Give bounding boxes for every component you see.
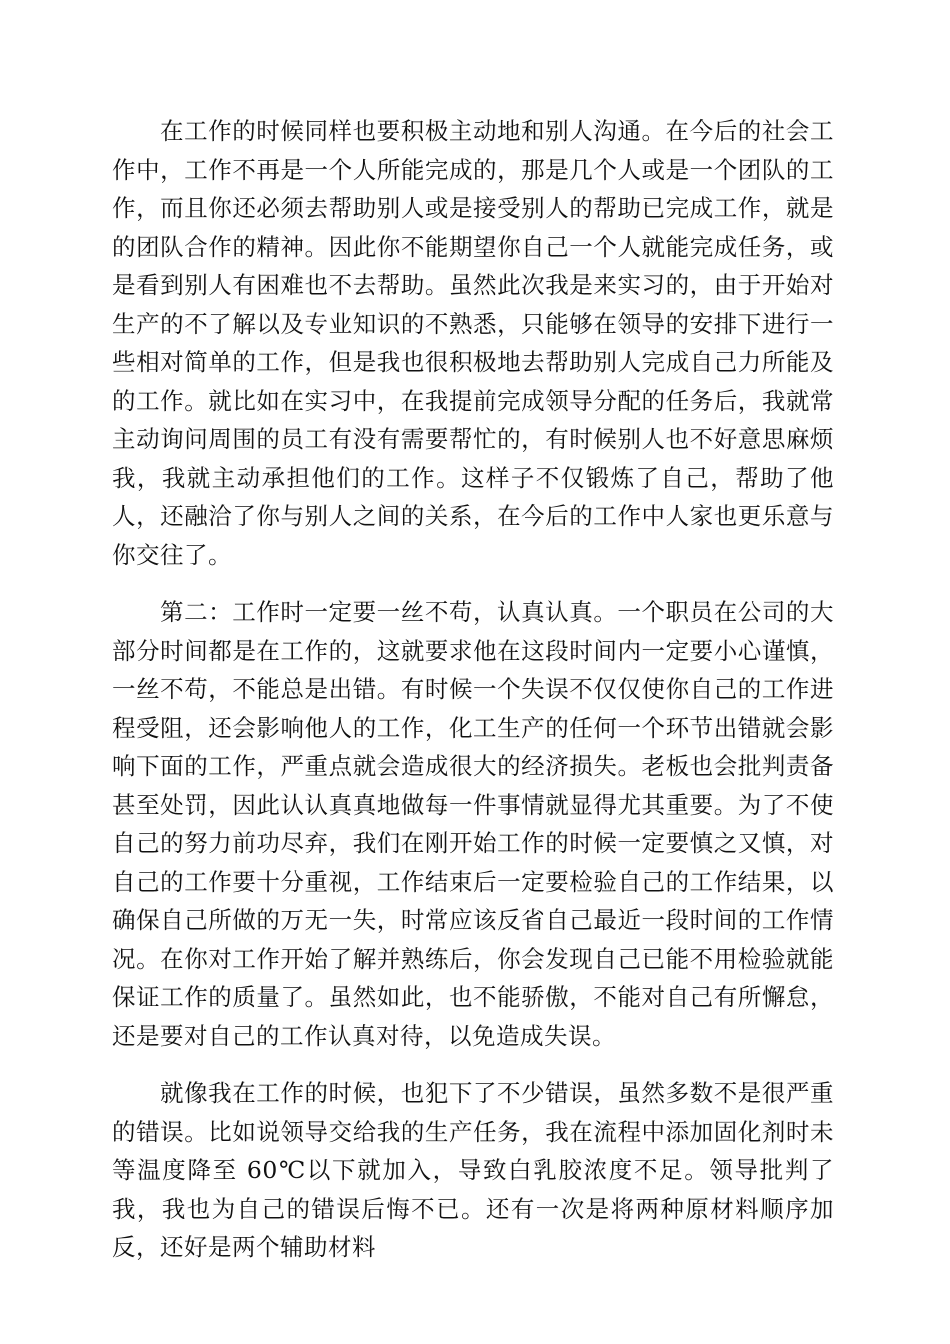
paragraph-mistakes: 就像我在工作的时候，也犯下了不少错误，虽然多数不是很严重的错误。比如说领导交给我的生产任务，我在流程中添加固化剂时未等温度降至 60℃以下就加入，导致白乳胶浓度不足。领导批判了我，我也为自己的错误后悔不已。还有一次是将两种原材料顺序加反，还好是两个辅助材料 xyxy=(112,1079,834,1261)
paragraph-teamwork: 在工作的时候同样也要积极主动地和别人沟通。在今后的社会工作中，工作不再是一个人所能完成的，那是几个人或是一个团队的工作，而且你还必须去帮助别人或是接受别人的帮助已完成工作，就是的团队合作的精神。因此你不能期望你自己一个人就能完成任务，或是看到别人有困难也不去帮助。虽然此次我是来实习的，由于开始对生产的不了解以及专业知识的不熟悉，只能够在领导的安排下进行一些相对简单的工作，但是我也很积极地去帮助别人完成自己力所能及的工作。就比如在实习中，在我提前完成领导分配的任务后，我就常主动询问周围的员工有没有需要帮忙的，有时候别人也不好意思麻烦我，我就主动承担他们的工作。这样子不仅锻炼了自己，帮助了他人，还融洽了你与别人之间的关系，在今后的工作中人家也更乐意与你交往了。 xyxy=(112,117,834,569)
paragraph-carefulness: 第二：工作时一定要一丝不苟，认真认真。一个职员在公司的大部分时间都是在工作的，这就要求他在这段时间内一定要小心谨慎，一丝不苟，不能总是出错。有时候一个失误不仅仅使你自己的工作进程受阻，还会影响他人的工作，化工生产的任何一个环节出错就会影响下面的工作，严重点就会造成很大的经济损失。老板也会批判责备甚至处罚，因此认认真真地做每一件事情就显得尤其重要。为了不使自己的努力前功尽弃，我们在刚开始工作的时候一定要慎之又慎，对自己的工作要十分重视，工作结束后一定要检验自己的工作结果，以确保自己所做的万无一失，时常应该反省自己最近一段时间的工作情况。在你对工作开始了解并熟练后，你会发现自己已能不用检验就能保证工作的质量了。虽然如此，也不能骄傲，不能对自己有所懈怠，还是要对自己的工作认真对待，以免造成失误。 xyxy=(112,598,834,1050)
document-page xyxy=(112,112,834,1267)
